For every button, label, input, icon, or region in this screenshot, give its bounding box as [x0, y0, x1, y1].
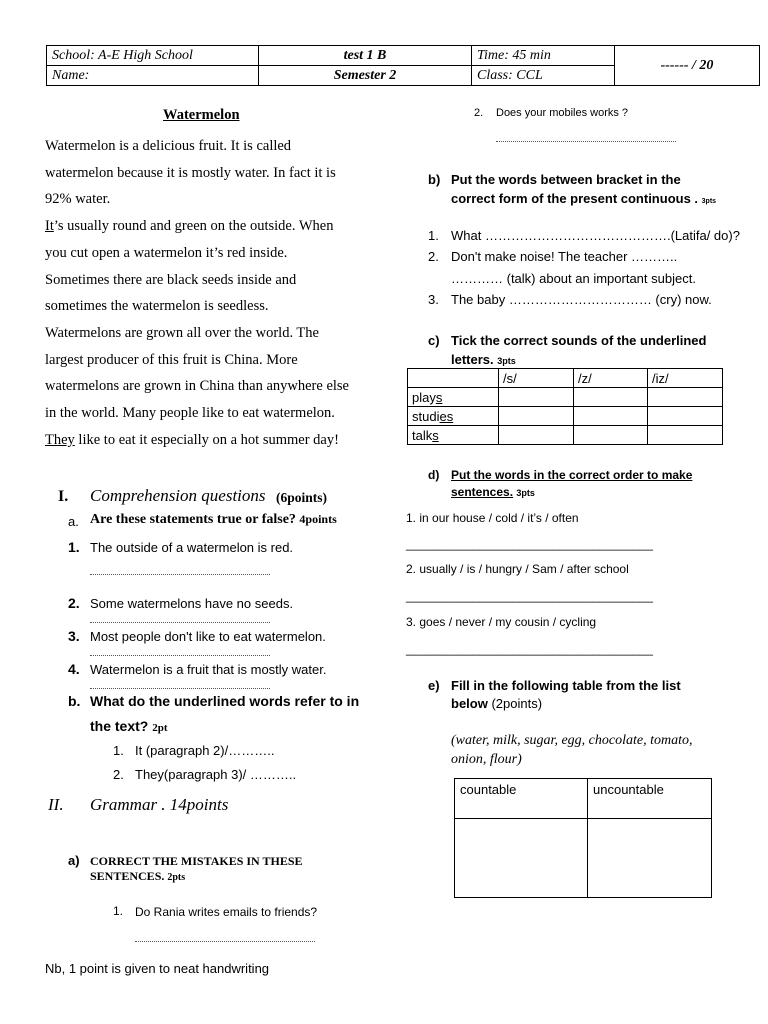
reading-line: It’s usually round and green on the outside. When	[45, 218, 334, 235]
sound-word: studies	[408, 407, 499, 426]
semester-field: Semester 2	[259, 66, 472, 86]
answer-line	[496, 140, 676, 142]
countable-header: countable	[455, 779, 588, 819]
time-field: Time: 45 min	[472, 46, 615, 66]
tick-cell[interactable]	[499, 407, 574, 426]
partb-text: ………… (talk) about an important subject.	[451, 271, 696, 286]
parte-letter: e)	[428, 678, 440, 693]
grammar-a-title-2: SENTENCES. 2pts	[90, 869, 186, 883]
statement-num: 2.	[68, 595, 80, 611]
school-field: School: A-E High School	[47, 46, 259, 66]
section1-points: (6points)	[276, 490, 328, 505]
statement-num: 3.	[68, 628, 80, 644]
answer-line	[90, 687, 270, 689]
part-b-title-2: the text? 2pt	[90, 718, 168, 734]
ref-text: They(paragraph 3)/ ………..	[135, 767, 297, 782]
reading-line: watermelon because it is mostly water. In fact it is	[45, 164, 336, 181]
countable-table	[454, 778, 712, 898]
grammar-a-title-1: CORRECT THE MISTAKES IN THESE	[90, 854, 303, 868]
tick-cell[interactable]	[499, 426, 574, 445]
reading-passage	[45, 133, 375, 453]
statement-num: 4.	[68, 661, 80, 677]
answer-line	[90, 621, 270, 623]
mistake-num: 1.	[113, 904, 124, 918]
partc-letter: c)	[428, 333, 440, 348]
partb-num: 1.	[428, 228, 439, 243]
ref-num: 2.	[113, 767, 124, 782]
reading-line: sometimes the watermelon is seedless.	[45, 298, 269, 315]
sounds-header: /z/	[574, 369, 648, 388]
section2-numeral: II.	[48, 795, 64, 814]
reading-line: watermelons are grown in China than anywhere else	[45, 378, 349, 395]
answer-line[interactable]: _____________________________________	[406, 589, 653, 603]
mistake-num: 2.	[474, 107, 484, 119]
part-b-letter: b.	[68, 693, 81, 709]
statement-text: Most people don't like to eat watermelon.	[90, 629, 326, 644]
partb-text: Don't make noise! The teacher ………..	[451, 249, 678, 264]
section1-numeral: I.	[58, 488, 69, 505]
ref-text: It (paragraph 2)/………..	[135, 743, 275, 758]
reading-line: Watermelons are grown all over the world. The	[45, 324, 319, 341]
partc-title-1: Tick the correct sounds of the underlined	[451, 333, 707, 348]
tick-cell[interactable]	[648, 407, 723, 426]
partb-letter: b)	[428, 172, 441, 187]
sounds-table	[407, 368, 723, 445]
tick-cell[interactable]	[648, 388, 723, 407]
statement-num: 1.	[68, 539, 80, 555]
word-list: (water, milk, sugar, egg, chocolate, tomato,	[451, 733, 693, 748]
reading-title: Watermelon	[163, 107, 240, 123]
sounds-header	[408, 369, 499, 388]
countable-cell[interactable]	[455, 819, 588, 898]
word-list: onion, flour)	[451, 752, 522, 767]
part-a-title: Are these statements true or false? 4points	[90, 512, 337, 527]
partc-title-2: letters. 3pts	[451, 352, 516, 367]
answer-line	[90, 573, 270, 575]
tick-cell[interactable]	[499, 388, 574, 407]
partb-text: What …………………………………….(Latifa/ do)?	[451, 228, 740, 243]
partb-num: 3.	[428, 292, 439, 307]
partd-title-1: Put the words in the correct order to make	[451, 468, 693, 482]
uncountable-cell[interactable]	[588, 819, 712, 898]
mistake-text: Does your mobiles works ?	[496, 107, 629, 119]
tick-cell[interactable]	[574, 426, 648, 445]
part-b-title-1: What do the underlined words refer to in	[90, 693, 360, 709]
uncountable-header: uncountable	[588, 779, 712, 819]
order-item: 3. goes / never / my cousin / cycling	[406, 615, 597, 629]
part-a-letter: a.	[68, 514, 79, 529]
reading-line: in the world. Many people like to eat watermelon.	[45, 405, 335, 422]
partb-num: 2.	[428, 249, 439, 264]
statement-text: The outside of a watermelon is red.	[90, 540, 294, 555]
reading-line: They like to eat it especially on a hot summer day!	[45, 431, 339, 448]
tick-cell[interactable]	[574, 388, 648, 407]
name-field: Name:	[47, 66, 259, 86]
statement-text: Watermelon is a fruit that is mostly water.	[90, 662, 327, 677]
answer-line[interactable]: _____________________________________	[406, 642, 653, 656]
parte-title-1: Fill in the following table from the list	[451, 678, 681, 693]
tick-cell[interactable]	[648, 426, 723, 445]
underlined-it: It	[45, 218, 54, 235]
reading-line: you cut open a watermelon it’s red inside.	[45, 244, 288, 261]
test-title: test 1 B	[259, 46, 472, 66]
parte-title-2: below (2points)	[451, 696, 543, 711]
reading-line: largest producer of this fruit is China. More	[45, 351, 298, 368]
sounds-header: /s/	[499, 369, 574, 388]
partb-text: The baby …………………………… (cry) now.	[451, 292, 712, 307]
sound-word: talks	[408, 426, 499, 445]
class-field: Class: CCL	[472, 66, 615, 86]
mistake-text: Do Rania writes emails to friends?	[135, 905, 318, 919]
reading-line: 92% water.	[45, 191, 111, 208]
statement-text: Some watermelons have no seeds.	[90, 596, 294, 611]
reading-line: Sometimes there are black seeds inside and	[45, 271, 297, 288]
partd-title-2: sentences. 3pts	[451, 485, 535, 499]
header-table	[46, 45, 760, 86]
score-field: ------ / 20	[615, 46, 760, 86]
reading-line: Watermelon is a delicious fruit. It is called	[45, 138, 292, 154]
sound-word: plays	[408, 388, 499, 407]
ref-num: 1.	[113, 743, 124, 758]
answer-line	[90, 654, 270, 656]
answer-line[interactable]: _____________________________________	[406, 537, 653, 551]
partb-title-2: correct form of the present continuous . 3pts	[451, 191, 717, 206]
tick-cell[interactable]	[574, 407, 648, 426]
grammar-a-letter: a)	[68, 853, 80, 868]
section1-title: Comprehension questions	[90, 486, 266, 505]
sounds-header: /iz/	[648, 369, 723, 388]
order-item: 1. in our house / cold / it’s / often	[406, 511, 579, 525]
partd-letter: d)	[428, 468, 440, 482]
answer-line	[135, 940, 315, 942]
partb-title-1: Put the words between bracket in the	[451, 172, 681, 187]
order-item: 2. usually / is / hungry / Sam / after school	[406, 562, 629, 576]
handwriting-note: Nb, 1 point is given to neat handwriting	[45, 961, 270, 976]
section2-title: Grammar . 14points	[90, 795, 229, 814]
underlined-they: They	[45, 431, 75, 448]
